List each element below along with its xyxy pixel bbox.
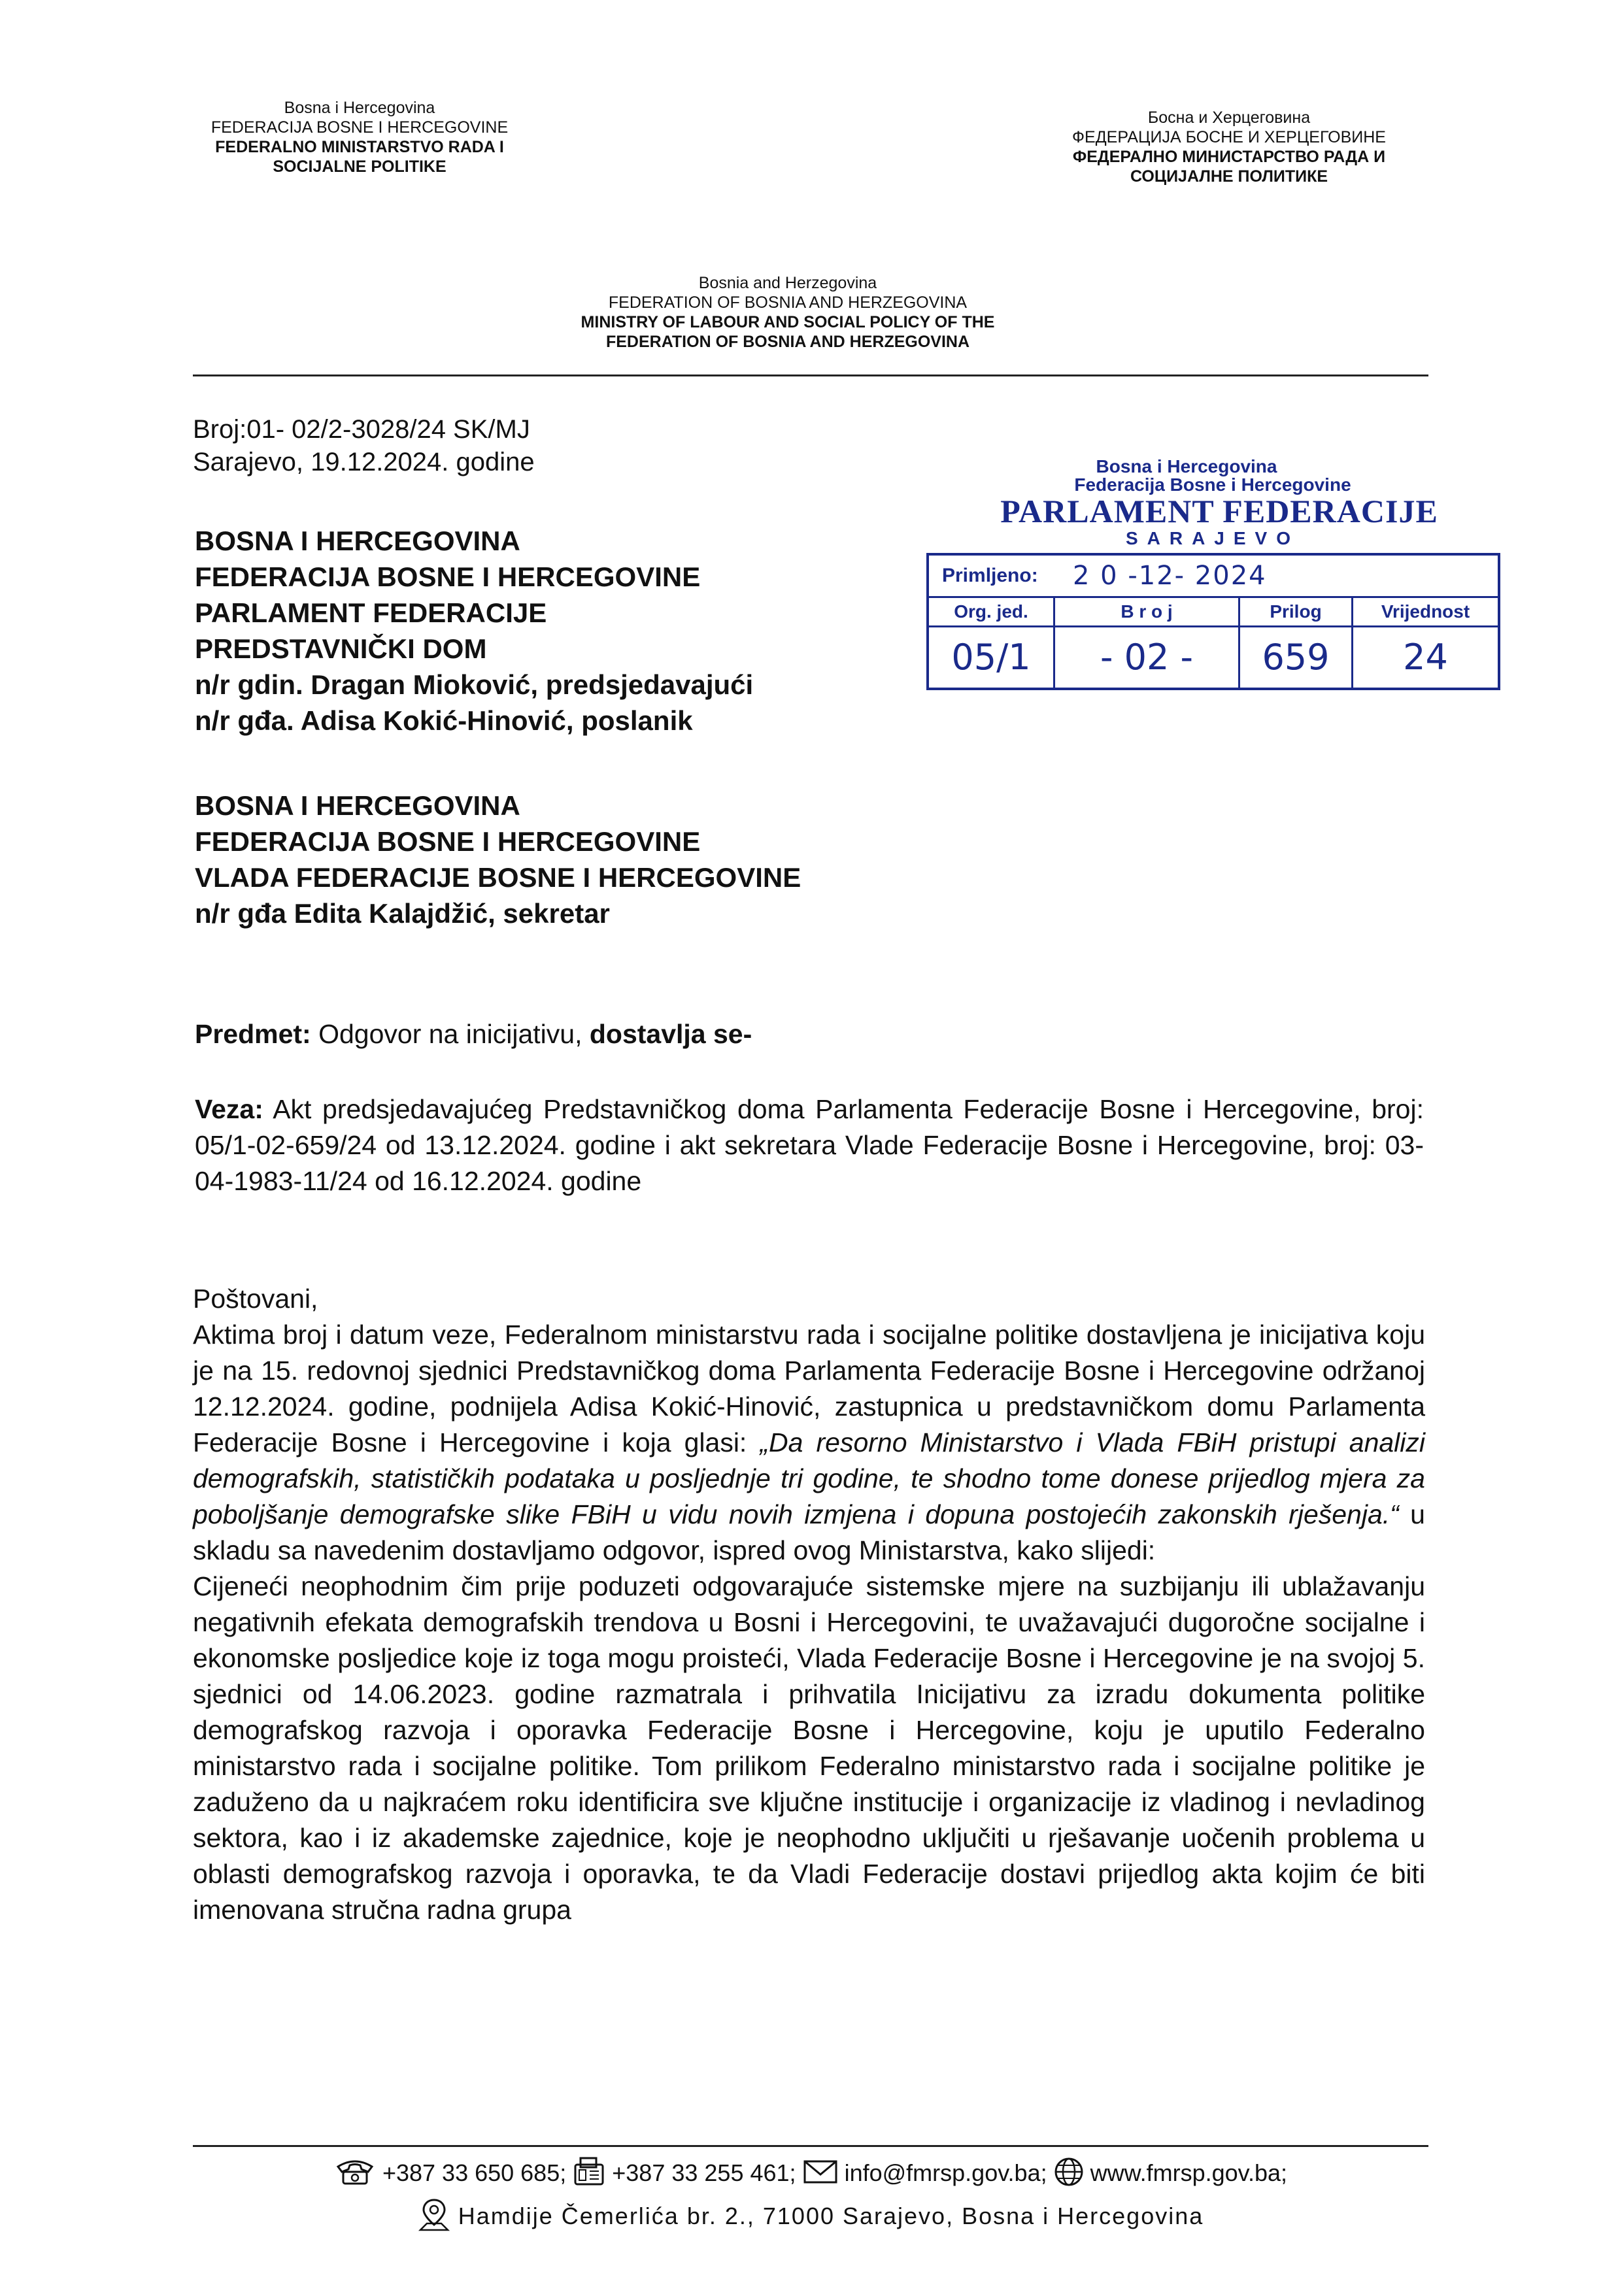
stamp-received-label: Primljeno:: [942, 565, 1038, 586]
header-center-line4: FEDERATION OF BOSNIA AND HERZEGOVINA: [605, 333, 970, 351]
subject-bold-text: dostavlja se-: [589, 1019, 752, 1049]
recipient2-line4: n/r gđa Edita Kalajdžić, sekretar: [195, 898, 610, 929]
footer-fax: +387 33 255 461;: [612, 2159, 796, 2187]
stamp-col3-value: 659: [1240, 627, 1353, 688]
stamp-line1: Bosna i Hercegovina: [1096, 456, 1277, 476]
stamp-received-date: 2 0 -12- 2024: [1073, 561, 1267, 591]
recipient-parliament: [195, 523, 914, 739]
stamp-line2: Federacija Bosne i Hercegovine: [1074, 474, 1351, 495]
phone-icon: [334, 2157, 376, 2192]
stamp-col3-header: Prilog: [1240, 598, 1353, 625]
recipient1-line1: BOSNA I HERCEGOVINA: [195, 525, 520, 556]
header-right-line3: ФЕДЕРАЛНО МИНИСТАРСТВО РАДА И: [1072, 148, 1386, 166]
subject-line: [195, 1016, 1424, 1052]
header-left-line2: FEDERACIJA BOSNE I HERCEGOVINE: [211, 118, 509, 137]
location-pin-icon: [418, 2197, 450, 2238]
header-left-line3: FEDERALNO MINISTARSTVO RADA I: [215, 138, 504, 156]
stamp-title: PARLAMENT FEDERACIJE: [1000, 493, 1438, 529]
stamp-box: [926, 553, 1500, 690]
reference-text: Akt predsjedavajućeg Predstavničkog doma Parlamenta Federacije Bosne i Hercegovine, broj: 05/1-02-659/24 od 13.12.2024. godine i akt sekretara Vlade Federacije Bosne i Hercegovine, broj: 03-04-1983-11/24 od 16.12.2024. godine: [195, 1094, 1424, 1196]
fax-icon: [573, 2157, 605, 2193]
subject-label: Predmet:: [195, 1019, 311, 1049]
stamp-col1-header: Org. jed.: [929, 598, 1055, 625]
footer-email[interactable]: info@fmrsp.gov.ba;: [844, 2159, 1047, 2187]
place-date: Sarajevo, 19.12.2024. godine: [193, 448, 535, 476]
paragraph-2: Cijeneći neophodnim čim prije poduzeti odgovarajuće sistemske mjere na suzbijanju ili ublažavanju negativnih efekata demografskih trendova u Bosni i Hercegovini, te uvažavajući dugoročne socijalne i ekonomske posljedice koje iz toga mogu proisteći, Vlada Federacije Bosne i Hercegovine je na svojoj 5. sjednici od 14.06.2023. godine razmatrala i prihvatila Inicijativu za izradu dokumenta politike demografskog razvoja i oporavka Federacije Bosne i Hercegovine, koju je uputilo Federalno ministarstvo rada i socijalne politike. Tom prilikom Federalno ministarstvo rada i socijalne politike je zaduženo da u najkraćem roku identificira sve ključne institucije i organizacije iz vladinog i nevladinog sektora, kao i iz akademske zajednice, koje je neophodno uključiti u rješavanje uočenih problema u oblasti demografskog razvoja i oporavka, te da Vladi Federacije dostavi prijedlog akta kojim će biti imenovana stručna radna grupa: [193, 1571, 1425, 1925]
stamp-city: SARAJEVO: [1125, 528, 1300, 548]
recipient2-line1: BOSNA I HERCEGOVINA: [195, 790, 520, 821]
footer-web[interactable]: www.fmrsp.gov.ba;: [1090, 2159, 1288, 2187]
footer-address-row: [170, 2197, 1451, 2238]
recipient1-line5: n/r gdin. Dragan Mioković, predsjedavajući: [195, 669, 754, 700]
stamp-col1-value: 05/1: [929, 627, 1055, 688]
stamp-col4-value: 24: [1403, 637, 1448, 678]
header-right: [1007, 108, 1451, 186]
recipient2-line3: VLADA FEDERACIJE BOSNE I HERCEGOVINE: [195, 862, 801, 893]
recipient1-line3: PARLAMENT FEDERACIJE: [195, 597, 547, 628]
letter-body: [193, 1281, 1425, 1928]
subject-text: Odgovor na inicijativu,: [311, 1019, 590, 1049]
reference-block: [195, 1091, 1424, 1199]
header-right-line2: ФЕДЕРАЦИЈА БОСНЕ И ХЕРЦЕГОВИНЕ: [1072, 128, 1386, 146]
header-left-line1: Bosna i Hercegovina: [284, 99, 435, 117]
paragraph-1-start: Aktima broj i datum veze, Federalnom ministarstvu rada i socijalne politike dostavljena je inicijativa koju je na 15. redovnoj sjednici Predstavničkog doma Parlamenta Federacije Bosne i Hercegovine održanoj 12.12.2024. godine, podnijela Adisa Kokić-Hinović, zastupnica u predstavničkom domu Parlamenta Federacije Bosne i Hercegovine i koja glasi:: [193, 1320, 1425, 1457]
header-left: [150, 98, 569, 176]
footer-address: Hamdije Čemerlića br. 2., 71000 Sarajevo, Bosna i Hercegovina: [458, 2203, 1204, 2230]
received-stamp: [912, 458, 1487, 690]
header-center: [510, 273, 1066, 352]
paragraph-1-quote: „Da resorno Ministarstvo i Vlada FBiH pristupi analizi demografskih, statističkih podataka u posljednje tri godine, te shodno tome donese prijedlog mjera za poboljšanje demografske slike FBiH u vidu novih izmjena i dopuna postojećih zakonskih rješenja.“: [193, 1427, 1426, 1529]
recipient1-line2: FEDERACIJA BOSNE I HERCEGOVINE: [195, 561, 701, 592]
header-center-line3: MINISTRY OF LABOUR AND SOCIAL POLICY OF THE: [581, 313, 995, 331]
footer-divider: [193, 2145, 1428, 2147]
header-right-line1: Босна и Херцеговина: [1147, 108, 1311, 127]
salutation: Poštovani,: [193, 1284, 318, 1314]
stamp-col2-header: B r o j: [1055, 598, 1240, 625]
recipient1-line6: n/r gđa. Adisa Kokić-Hinović, poslanik: [195, 705, 693, 736]
recipient2-line2: FEDERACIJA BOSNE I HERCEGOVINE: [195, 826, 701, 857]
email-icon: [803, 2159, 838, 2191]
footer-contacts: [170, 2157, 1451, 2193]
header-divider: [193, 374, 1428, 376]
doc-meta: [193, 413, 535, 478]
stamp-col2-value: - 02 -: [1055, 627, 1240, 688]
reference-label: Veza:: [195, 1094, 263, 1124]
header-right-line4: СОЦИЈАЛНЕ ПОЛИТИКЕ: [1130, 167, 1328, 186]
paragraph-1-end: u skladu sa navedenim dostavljamo odgovor, ispred ovog Ministarstva, kako slijedi:: [193, 1499, 1425, 1565]
recipient1-line4: PREDSTAVNIČKI DOM: [195, 633, 487, 664]
stamp-col4-header: Vrijednost: [1381, 601, 1470, 622]
paragraph-1: [193, 1317, 1425, 1569]
doc-number: Broj:01- 02/2-3028/24 SK/MJ: [193, 415, 530, 444]
globe-icon: [1054, 2157, 1084, 2193]
header-left-line4: SOCIJALNE POLITIKE: [273, 158, 447, 176]
header-center-line1: Bosnia and Herzegovina: [698, 274, 877, 292]
recipient-government: [195, 788, 1175, 931]
header-center-line2: FEDERATION OF BOSNIA AND HERZEGOVINA: [608, 293, 968, 312]
footer-phone: +387 33 650 685;: [382, 2159, 567, 2187]
